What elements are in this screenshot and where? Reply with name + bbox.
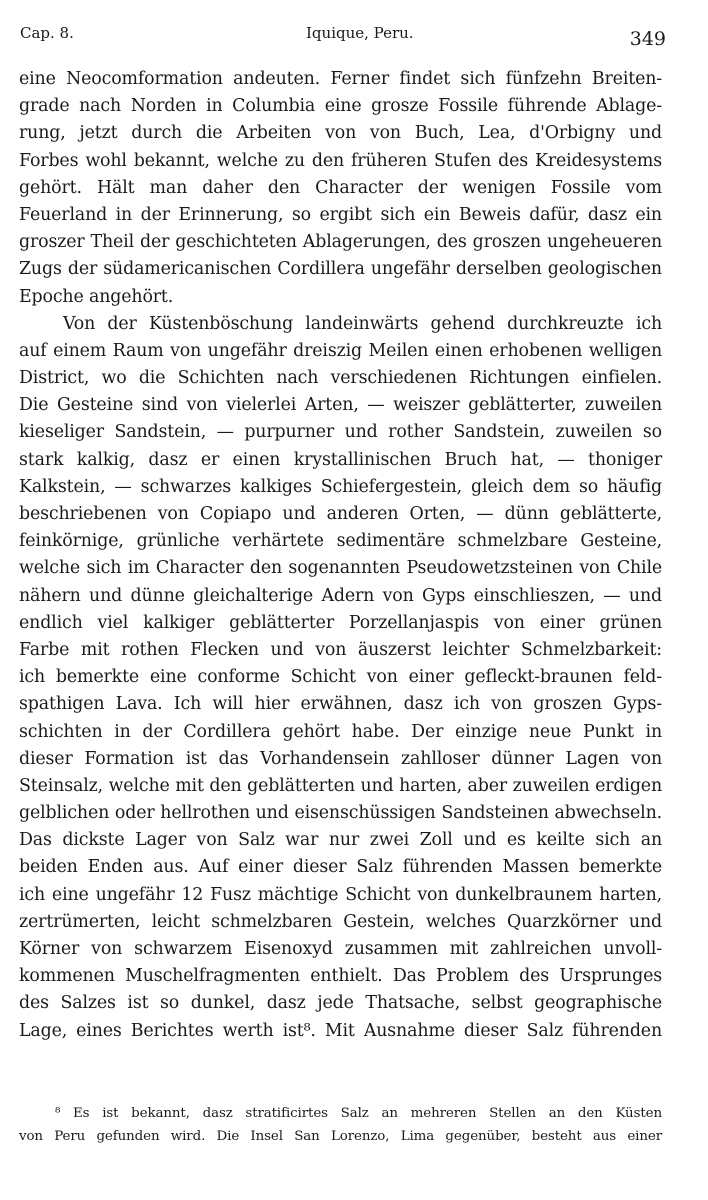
text-line: feinkörnige, grünliche verhärtete sedimentäre schmelzbare Gesteine, <box>19 531 662 552</box>
text-line: beiden Enden aus. Auf einer dieser Salz führenden Massen bemerkte <box>19 857 662 878</box>
chapter-label: Cap. 8. <box>20 24 74 42</box>
text-line: gehört. Hält man daher den Character der wenigen Fossile vom <box>19 177 662 198</box>
text-line: schichten in der Cordillera gehört habe. Der einzige neue Punkt in <box>19 721 662 742</box>
footnotes <box>19 1102 662 1148</box>
text-line: Das dickste Lager von Salz war nur zwei Zoll und es keilte sich an <box>19 830 662 851</box>
text-line: stark kalkig, dasz er einen krystallinischen Bruch hat, — thoniger <box>19 449 662 470</box>
text-line: ich eine ungefähr 12 Fusz mächtige Schicht von dunkelbraunem harten, <box>19 884 662 905</box>
text-line: welche sich im Character den sogenannten Pseudowetzsteinen von Chile <box>19 558 662 579</box>
text-line: Kalkstein, — schwarzes kalkiges Schiefergestein, gleich dem so häufig <box>19 476 662 497</box>
text-line: endlich viel kalkiger geblätterter Porzellanjaspis von einer grünen <box>19 612 662 633</box>
text-line: dieser Formation ist das Vorhandensein zahlloser dünner Lagen von <box>19 748 662 769</box>
text-line: Steinsalz, welche mit den geblätterten und harten, aber zuweilen erdigen <box>19 775 662 796</box>
page-number: 349 <box>629 28 666 50</box>
text-line: Von der Küstenböschung landeinwärts gehend durchkreuzte ich <box>63 313 662 334</box>
text-line: Die Gesteine sind von vielerlei Arten, — weiszer geblätterter, zuweilen <box>19 395 662 416</box>
text-line: kommenen Muschelfragmenten enthielt. Das Problem des Ursprunges <box>19 966 662 987</box>
text-line: gelblichen oder hellrothen und eisenschüssigen Sandsteinen abwechseln. <box>19 803 662 824</box>
text-line: rung, jetzt durch die Arbeiten von von Buch, Lea, d'Orbigny und <box>19 123 662 144</box>
text-line: Lage, eines Berichtes werth ist⁸. Mit Ausnahme dieser Salz führenden <box>19 1020 662 1041</box>
text-line: Körner von schwarzem Eisenoxyd zusammen mit zahlreichen unvoll- <box>19 939 662 959</box>
text-line: kieseliger Sandstein, — purpurner und rother Sandstein, zuweilen so <box>19 422 662 443</box>
text-line: groszer Theil der geschichteten Ablagerungen, des groszen ungeheueren <box>19 232 662 253</box>
running-header <box>20 24 666 52</box>
text-line: nähern und dünne gleichalterige Adern von Gyps einschlieszen, — und <box>19 585 662 606</box>
text-line: Zugs der südamericanischen Cordillera ungefähr derselben geologischen <box>19 259 662 280</box>
text-line: beschriebenen von Copiapo und anderen Orten, — dünn geblätterte, <box>19 504 662 524</box>
text-line: des Salzes ist so dunkel, dasz jede Thatsache, selbst geographische <box>19 993 662 1014</box>
text-line: auf einem Raum von ungefähr dreiszig Meilen einen erhobenen welligen <box>19 340 662 361</box>
footnote-line: ⁸ Es ist bekannt, dasz stratificirtes Salz an mehreren Stellen an den Küsten <box>55 1106 662 1121</box>
text-line: Epoche angehört. <box>19 286 174 307</box>
text-line: District, wo die Schichten nach verschiedenen Richtungen einfielen. <box>19 368 662 389</box>
text-line: Farbe mit rothen Flecken und von äuszerst leichter Schmelzbarkeit: <box>19 639 662 660</box>
footnote-line: von Peru gefunden wird. Die Insel San Lorenzo, Lima gegenüber, besteht aus einer <box>19 1129 662 1144</box>
text-line: spathigen Lava. Ich will hier erwähnen, dasz ich von groszen Gyps- <box>19 694 662 715</box>
text-line: ich bemerkte eine conforme Schicht von einer gefleckt-braunen feld- <box>19 667 662 688</box>
text-line: eine Neocomformation andeuten. Ferner findet sich fünfzehn Breiten- <box>19 69 662 89</box>
running-title: Iquique, Peru. <box>306 24 414 42</box>
text-line: zertrümerten, leicht schmelzbaren Gestein, welches Quarzkörner und <box>19 911 662 932</box>
text-line: grade nach Norden in Columbia eine grosze Fossile führende Ablage- <box>19 96 662 117</box>
text-line: Forbes wohl bekannt, welche zu den früheren Stufen des Kreidesystems <box>19 150 662 171</box>
text-line: Feuerland in der Erinnerung, so ergibt sich ein Beweis dafür, dasz ein <box>19 204 662 225</box>
main-text <box>19 66 662 1045</box>
